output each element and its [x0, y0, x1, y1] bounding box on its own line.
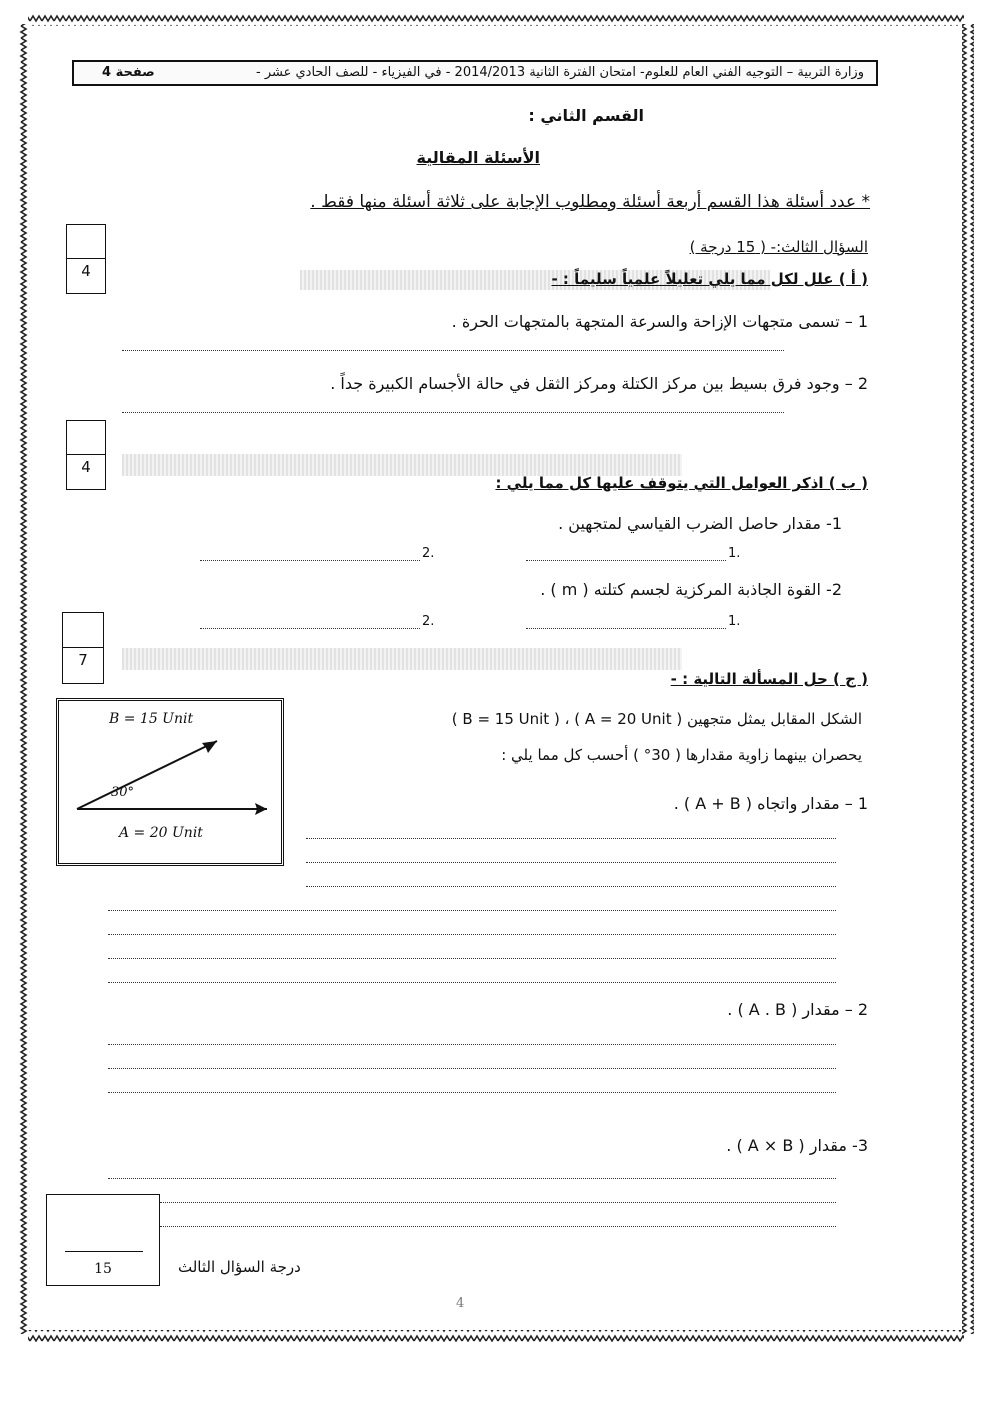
blank-number: .2: [422, 614, 435, 629]
answer-line: [306, 862, 836, 863]
score-divider: [65, 1251, 143, 1252]
blank-number: .2: [422, 546, 435, 561]
part-b-title: ( ب ) اذكر العوامل التي يتوقف عليها كل مما يلي :: [495, 474, 868, 492]
answer-line: [108, 958, 836, 959]
blank-number: .1: [728, 546, 741, 561]
page-number: 4: [456, 1296, 465, 1311]
shading: [122, 454, 682, 476]
answer-line: [108, 910, 836, 911]
section-subtitle: الأسئلة المقالية: [416, 148, 540, 167]
part-a-score-box: [66, 224, 106, 294]
answer-line: [108, 1092, 836, 1093]
answer-line: [122, 350, 784, 351]
answer-line: [108, 982, 836, 983]
header-page-label: صفحة 4: [102, 65, 155, 80]
answer-line: [200, 628, 420, 629]
part-c-question-1: 1 – مقدار واتجاه ( A + B ) .: [673, 794, 868, 813]
part-c-intro-2: يحصران بينهما زاوية مقدارها ( 30° ) أحسب كل مما يلي :: [501, 746, 862, 764]
answer-line: [108, 1068, 836, 1069]
question-total-label: درجة السؤال الثالث: [178, 1258, 301, 1276]
part-a-item-1: 1 – تسمى متجهات الإزاحة والسرعة المتجهة بالمتجهات الحرة .: [451, 312, 868, 331]
part-c-score: 7: [78, 651, 88, 669]
part-a-score: 4: [81, 262, 91, 280]
answer-line: [306, 886, 836, 887]
exam-header: [72, 60, 878, 86]
part-c-intro-1: الشكل المقابل يمثل متجهين ( A = 20 Unit ) ، ( B = 15 Unit ): [451, 710, 862, 728]
vector-a-label: A = 20 Unit: [119, 825, 203, 841]
answer-line: [160, 1226, 836, 1227]
vector-figure: [56, 698, 284, 866]
answer-line: [200, 560, 420, 561]
answer-line: [108, 934, 836, 935]
part-b-score-box: [66, 420, 106, 490]
part-b-score: 4: [81, 458, 91, 476]
part-a-title: ( أ ) علل لكل مما يلي تعليلاً علمياً سليماً : -: [551, 270, 868, 288]
part-b-item-1: 1- مقدار حاصل الضرب القياسي لمتجهين .: [558, 514, 842, 533]
blank-number: .1: [728, 614, 741, 629]
answer-line: [122, 412, 784, 413]
answer-line: [306, 838, 836, 839]
angle-label: 30°: [111, 785, 135, 800]
part-a-item-2: 2 – وجود فرق بسيط بين مركز الكتلة ومركز الثقل في حالة الأجسام الكبيرة جداً .: [330, 374, 868, 393]
part-c-question-2: 2 – مقدار ( A . B ) .: [727, 1000, 868, 1019]
section-instruction: * عدد أسئلة هذا القسم أربعة أسئلة ومطلوب الإجابة على ثلاثة أسئلة منها فقط .: [310, 192, 870, 212]
part-c-question-3: 3- مقدار ( A × B ) .: [726, 1136, 868, 1155]
header-title: وزارة التربية – التوجيه الفني العام للعلوم- امتحان الفترة الثانية 2014/2013 - في الفيزياء - للصف الحادي عشر -: [256, 65, 864, 80]
shading: [122, 648, 682, 670]
question-total-box: [46, 1194, 160, 1286]
section-title: القسم الثاني :: [528, 106, 644, 125]
question-total-score: 15: [94, 1261, 112, 1277]
vector-b-arrow: [77, 741, 217, 809]
answer-line: [108, 1178, 836, 1179]
answer-line: [108, 1044, 836, 1045]
answer-line: [526, 560, 726, 561]
vector-b-label: B = 15 Unit: [109, 711, 194, 727]
part-c-score-box: [62, 612, 104, 684]
part-b-item-2: 2- القوة الجاذبة المركزية لجسم كتلته ( m ) .: [540, 580, 842, 599]
answer-line: [526, 628, 726, 629]
answer-line: [160, 1202, 836, 1203]
part-c-title: ( ج ) حل المسألة التالية : -: [670, 670, 868, 688]
question-title: السؤال الثالث:- ( 15 درجة ): [689, 238, 868, 256]
